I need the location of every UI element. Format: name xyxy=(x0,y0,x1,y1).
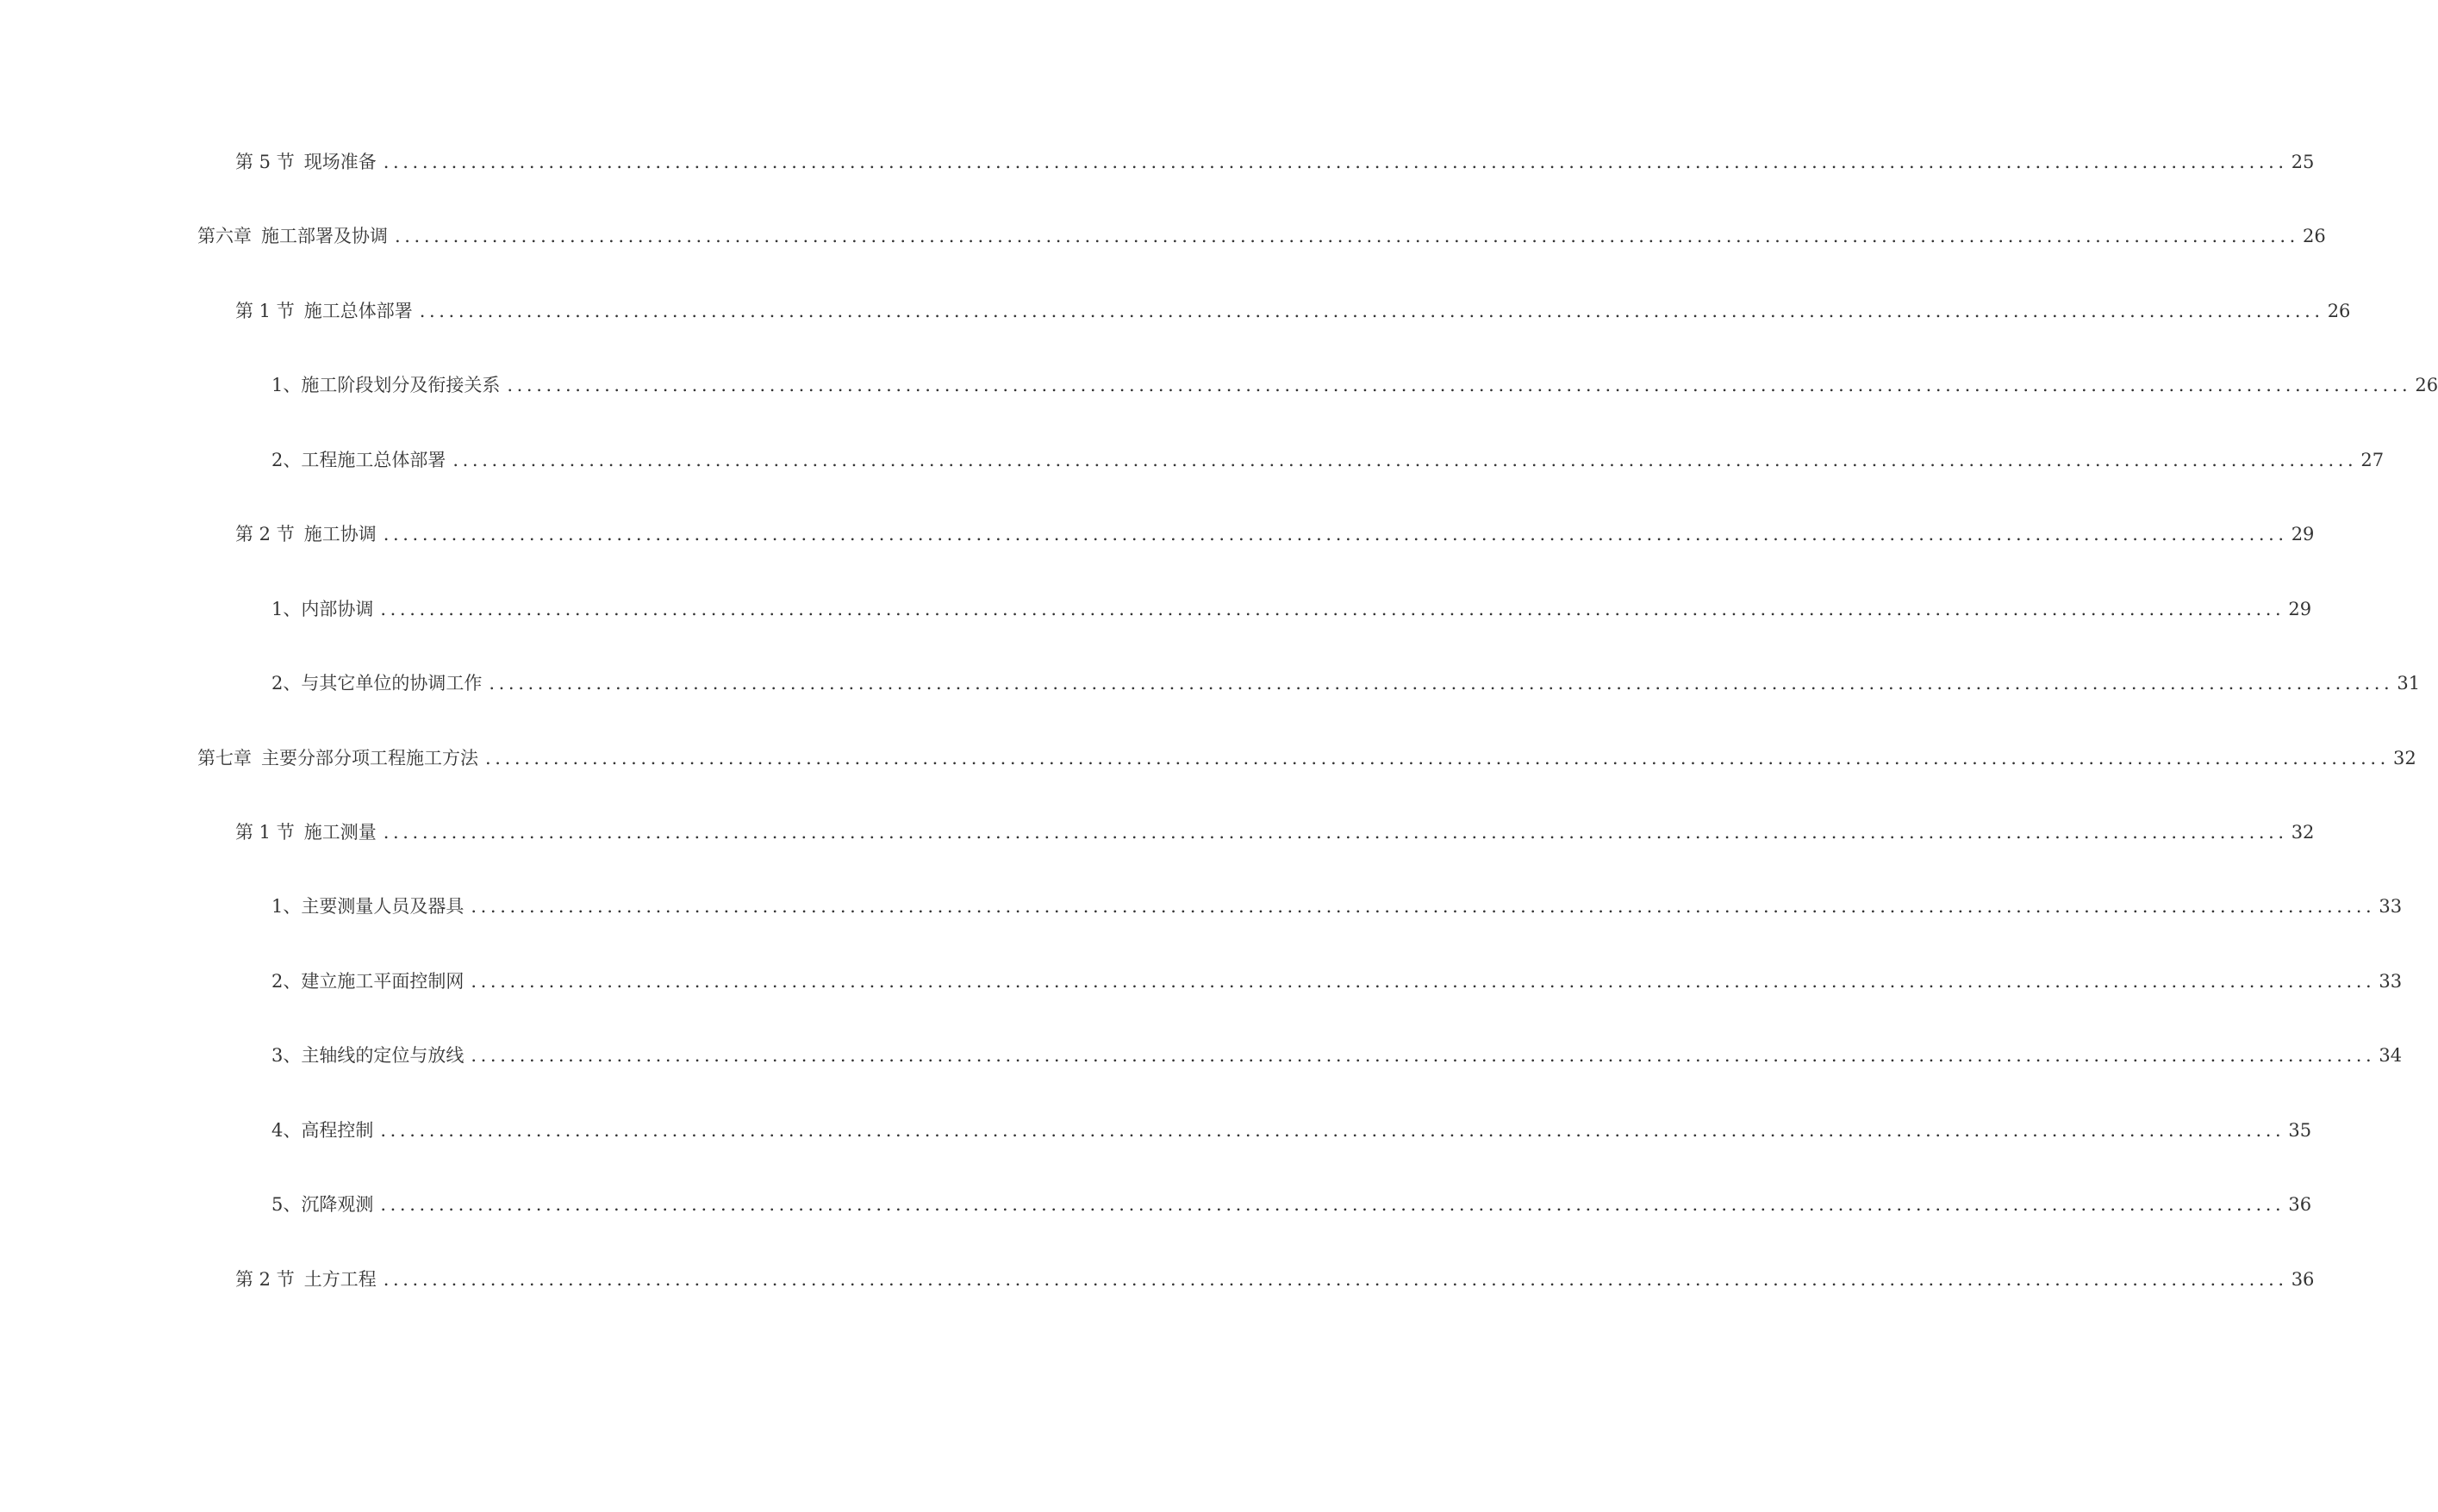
toc-entry-title: 与其它单位的协调工作 xyxy=(301,673,483,694)
toc-entry[interactable] xyxy=(235,1266,2315,1300)
toc-entry-title: 建立施工平面控制网 xyxy=(301,971,465,992)
toc-dot-leader: .................................................................................................................................................................................................... xyxy=(507,375,2412,395)
toc-entry-page: 35 xyxy=(2288,1120,2312,1141)
toc-entry[interactable] xyxy=(197,744,2416,779)
toc-entry-page: 29 xyxy=(2291,524,2315,544)
toc-entry[interactable] xyxy=(271,446,2385,481)
toc-entry-title: 现场准备 xyxy=(303,152,377,172)
toc-entry-title: 施工总体部署 xyxy=(303,301,413,321)
toc-entry-page: 27 xyxy=(2360,450,2385,470)
toc-dot-leader: .................................................................................................................................................................................................... xyxy=(489,673,2394,694)
toc-dot-leader: .................................................................................................................................................................................................... xyxy=(395,226,2299,246)
toc-entry-number: 1、 xyxy=(271,375,302,395)
toc-entry-title: 主要测量人员及器具 xyxy=(301,896,465,917)
toc-entry-page: 32 xyxy=(2291,822,2315,843)
toc-entry-page: 26 xyxy=(2415,375,2438,395)
toc-entry-title: 沉降观测 xyxy=(301,1194,374,1215)
toc-dot-leader: .................................................................................................................................................................................................... xyxy=(383,524,2288,544)
toc-entry[interactable] xyxy=(235,520,2315,555)
toc-entry-number: 第 5 节 xyxy=(235,152,295,172)
toc-entry-page: 29 xyxy=(2288,599,2312,619)
toc-entry-number: 第 1 节 xyxy=(235,301,295,321)
toc-entry-page: 31 xyxy=(2397,673,2421,694)
toc-dot-leader: .................................................................................................................................................................................................... xyxy=(485,748,2390,768)
toc-entry-page: 36 xyxy=(2288,1194,2312,1215)
toc-entry-number: 第 2 节 xyxy=(235,524,295,544)
toc-entry-title: 高程控制 xyxy=(301,1120,374,1141)
toc-entry-page: 25 xyxy=(2291,152,2315,172)
toc-entry-title: 内部协调 xyxy=(301,599,374,619)
toc-entry-number: 第 2 节 xyxy=(235,1269,295,1290)
toc-entry-page: 26 xyxy=(2327,301,2351,321)
toc-entry-number: 2、 xyxy=(271,673,302,694)
toc-dot-leader: .................................................................................................................................................................................................... xyxy=(471,896,2376,917)
toc-dot-leader: .................................................................................................................................................................................................... xyxy=(383,1269,2288,1290)
toc-dot-leader: .................................................................................................................................................................................................... xyxy=(383,152,2288,172)
toc-entry[interactable] xyxy=(235,148,2315,183)
toc-entry-page: 32 xyxy=(2392,748,2416,768)
toc-dot-leader: .................................................................................................................................................................................................... xyxy=(380,599,2285,619)
toc-dot-leader: .................................................................................................................................................................................................... xyxy=(471,1045,2376,1066)
toc-entry-page: 26 xyxy=(2302,226,2326,246)
toc-entry-title: 施工阶段划分及衔接关系 xyxy=(301,375,501,395)
toc-entry-title: 主轴线的定位与放线 xyxy=(301,1045,465,1066)
toc-entry[interactable] xyxy=(271,595,2312,630)
toc-entry-title: 工程施工总体部署 xyxy=(301,450,446,470)
toc-entry[interactable] xyxy=(235,818,2315,853)
toc-entry-number: 第 1 节 xyxy=(235,822,295,843)
toc-entry-title: 施工部署及协调 xyxy=(261,226,388,246)
toc-dot-leader: .................................................................................................................................................................................................... xyxy=(380,1194,2285,1215)
toc-entry-number: 第七章 xyxy=(197,748,252,768)
toc-entry-page: 33 xyxy=(2379,971,2403,992)
toc-entry-title: 土方工程 xyxy=(303,1269,377,1290)
toc-entry-number: 1、 xyxy=(271,599,302,619)
toc-dot-leader: .................................................................................................................................................................................................... xyxy=(471,971,2376,992)
toc-entry-title: 施工测量 xyxy=(303,822,377,843)
toc-entry[interactable] xyxy=(197,222,2326,257)
toc-entry-title: 主要分部分项工程施工方法 xyxy=(261,748,478,768)
toc-entry[interactable] xyxy=(271,968,2403,1002)
toc-entry[interactable] xyxy=(271,1117,2312,1151)
toc-entry-number: 第六章 xyxy=(197,226,252,246)
toc-entry[interactable] xyxy=(271,1042,2403,1076)
toc-entry[interactable] xyxy=(235,297,2351,332)
toc-entry-number: 4、 xyxy=(271,1120,302,1141)
toc-entry[interactable] xyxy=(271,893,2403,927)
toc-dot-leader: .................................................................................................................................................................................................... xyxy=(419,301,2324,321)
toc-entry-number: 2、 xyxy=(271,971,302,992)
toc-entry[interactable] xyxy=(271,1191,2312,1225)
toc-entry-title: 施工协调 xyxy=(303,524,377,544)
toc-entry[interactable] xyxy=(271,669,2421,704)
toc-entry-number: 1、 xyxy=(271,896,302,917)
toc-entry-number: 3、 xyxy=(271,1045,302,1066)
toc-dot-leader: .................................................................................................................................................................................................... xyxy=(383,822,2288,843)
toc-entry-page: 34 xyxy=(2379,1045,2403,1066)
toc-entry[interactable] xyxy=(271,371,2438,406)
toc-dot-leader: .................................................................................................................................................................................................... xyxy=(452,450,2358,470)
toc-entry-page: 36 xyxy=(2291,1269,2315,1290)
toc-entry-number: 5、 xyxy=(271,1194,302,1215)
toc-dot-leader: .................................................................................................................................................................................................... xyxy=(380,1120,2285,1141)
toc-entry-number: 2、 xyxy=(271,450,302,470)
toc-entry-page: 33 xyxy=(2379,896,2403,917)
